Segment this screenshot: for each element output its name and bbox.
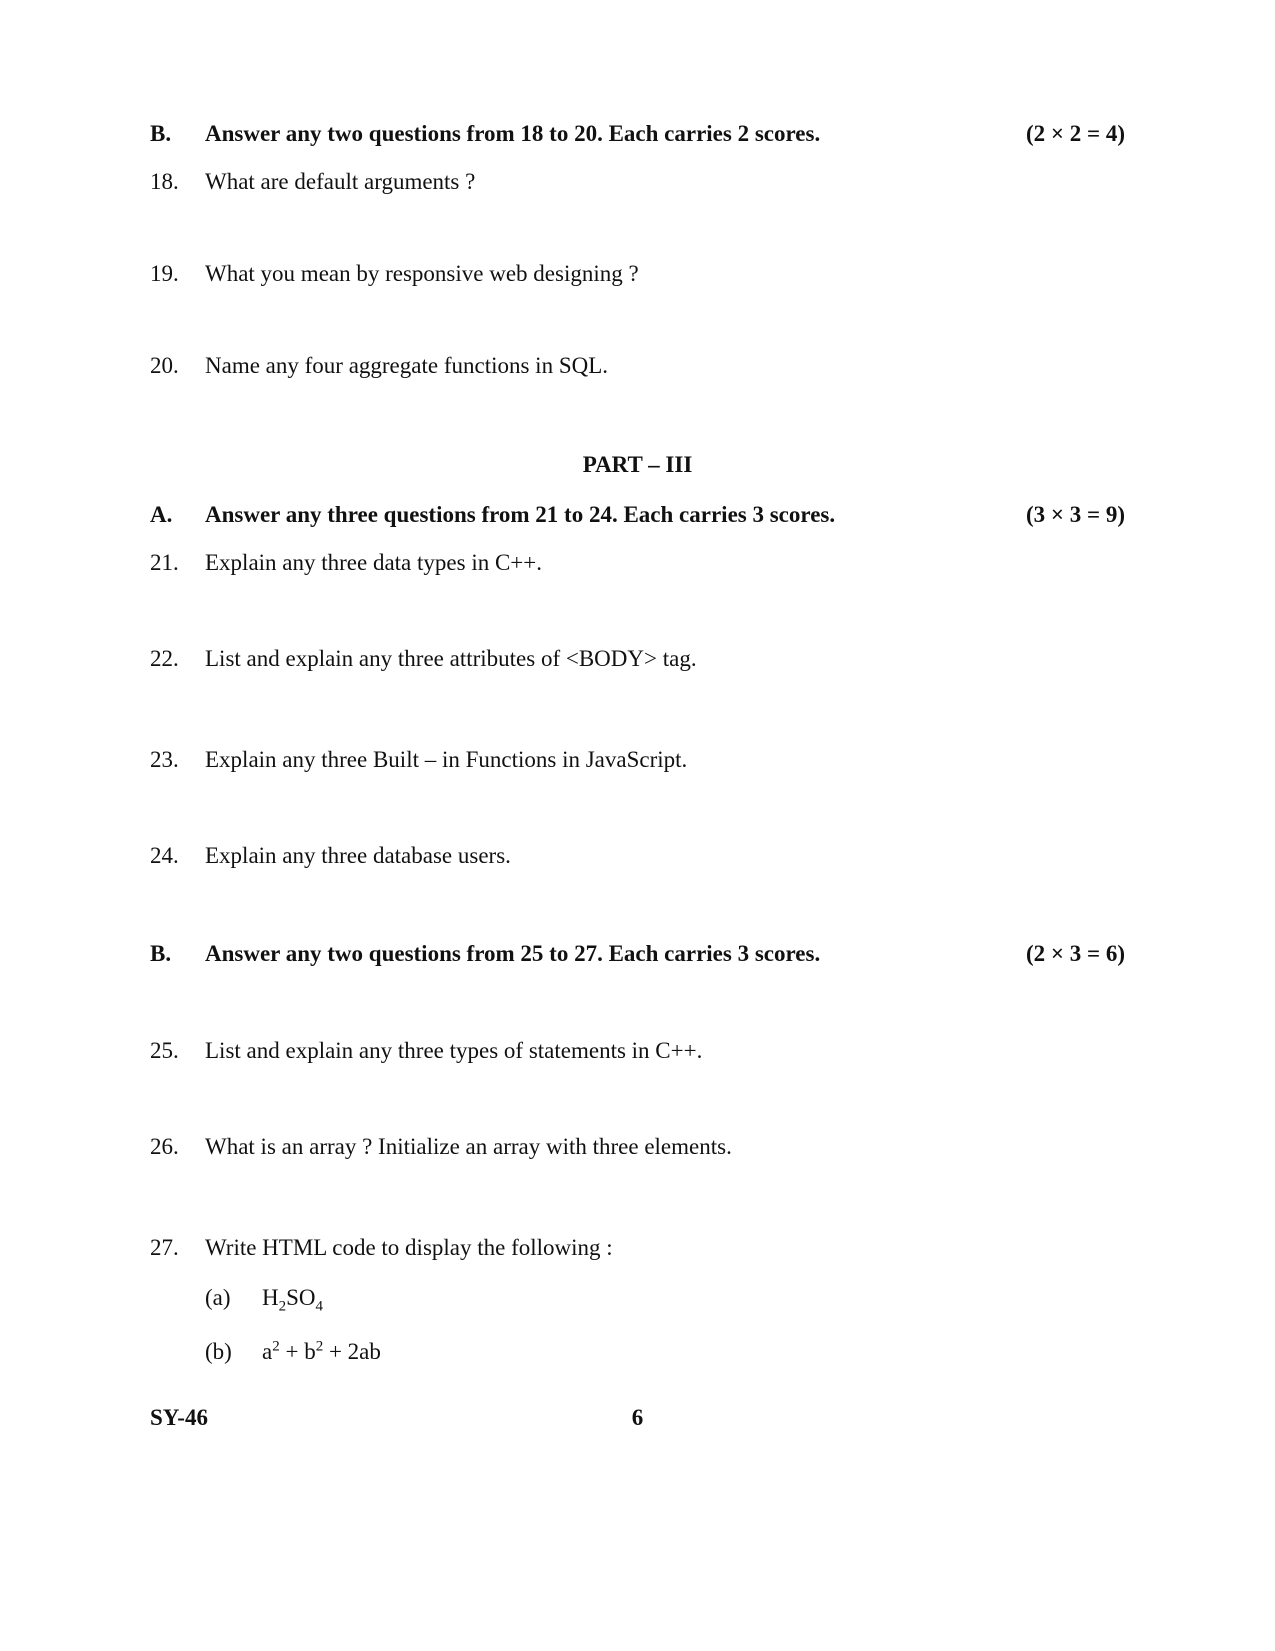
- section-marks: (2 × 3 = 6): [1025, 941, 1125, 966]
- question-text: Name any four aggregate functions in SQL.: [205, 353, 609, 378]
- superscript: 2: [272, 1338, 280, 1355]
- subscript: 4: [315, 1298, 324, 1315]
- section-instruction: Answer any two questions from 18 to 20. Each carries 2 scores.: [205, 121, 821, 146]
- formula-expansion: [262, 1336, 381, 1368]
- question-20: [0, 350, 1275, 382]
- question-number: 25.: [150, 1038, 179, 1063]
- section-instruction: Answer any three questions from 21 to 24. Each carries 3 scores.: [205, 502, 836, 527]
- question-18: [0, 166, 1275, 198]
- section-marks: (3 × 3 = 9): [1025, 502, 1125, 527]
- question-27-part-b: [0, 1336, 1275, 1368]
- question-number: 20.: [150, 353, 179, 378]
- question-number: 24.: [150, 843, 179, 868]
- question-number: 23.: [150, 747, 179, 772]
- question-number: 26.: [150, 1134, 179, 1159]
- formula-text: + b: [279, 1339, 316, 1364]
- question-22: [0, 643, 1275, 675]
- question-text: List and explain any three attributes of <BODY> tag.: [205, 646, 697, 671]
- section-label: B.: [150, 121, 172, 146]
- formula-h2so4: [262, 1282, 323, 1314]
- question-number: 22.: [150, 646, 179, 671]
- question-number: 27.: [150, 1235, 179, 1260]
- formula-text: H: [262, 1285, 279, 1310]
- section-label: A.: [150, 502, 173, 527]
- superscript: 2: [315, 1338, 324, 1355]
- question-23: [0, 744, 1275, 776]
- formula-text: a: [262, 1339, 273, 1364]
- subpart-label: (b): [205, 1339, 232, 1364]
- question-26: [0, 1131, 1275, 1163]
- question-24: [0, 840, 1275, 872]
- question-text: What are default arguments ?: [205, 169, 476, 194]
- question-number: 21.: [150, 550, 179, 575]
- question-text: Explain any three Built – in Functions in JavaScript.: [205, 747, 688, 772]
- formula-text: + 2ab: [323, 1339, 381, 1364]
- question-19: [0, 258, 1275, 290]
- part3a-header: [0, 499, 1275, 531]
- question-21: [0, 547, 1275, 579]
- page-number: 6: [631, 1405, 644, 1430]
- page-footer: [0, 1402, 1275, 1434]
- part2b-header: [0, 118, 1275, 150]
- question-text: List and explain any three types of statements in C++.: [205, 1038, 703, 1063]
- subpart-label: (a): [205, 1285, 231, 1310]
- question-27-part-a: [0, 1282, 1275, 1314]
- question-27: [0, 1232, 1275, 1264]
- part-title: PART – III: [582, 452, 693, 477]
- subscript: 2: [278, 1298, 287, 1315]
- part3b-header: [0, 938, 1275, 970]
- question-text: Explain any three database users.: [205, 843, 511, 868]
- question-text: What is an array ? Initialize an array with three elements.: [205, 1134, 732, 1159]
- section-instruction: Answer any two questions from 25 to 27. Each carries 3 scores.: [205, 941, 821, 966]
- section-label: B.: [150, 941, 172, 966]
- question-text: What you mean by responsive web designing ?: [205, 261, 639, 286]
- question-number: 19.: [150, 261, 179, 286]
- question-number: 18.: [150, 169, 179, 194]
- section-marks: (2 × 2 = 4): [1025, 121, 1125, 146]
- question-text: Explain any three data types in C++.: [205, 550, 542, 575]
- question-25: [0, 1035, 1275, 1067]
- formula-text: SO: [286, 1285, 316, 1310]
- part3-title-row: [0, 449, 1275, 481]
- paper-code: SY-46: [150, 1405, 208, 1430]
- question-text: Write HTML code to display the following :: [205, 1235, 613, 1260]
